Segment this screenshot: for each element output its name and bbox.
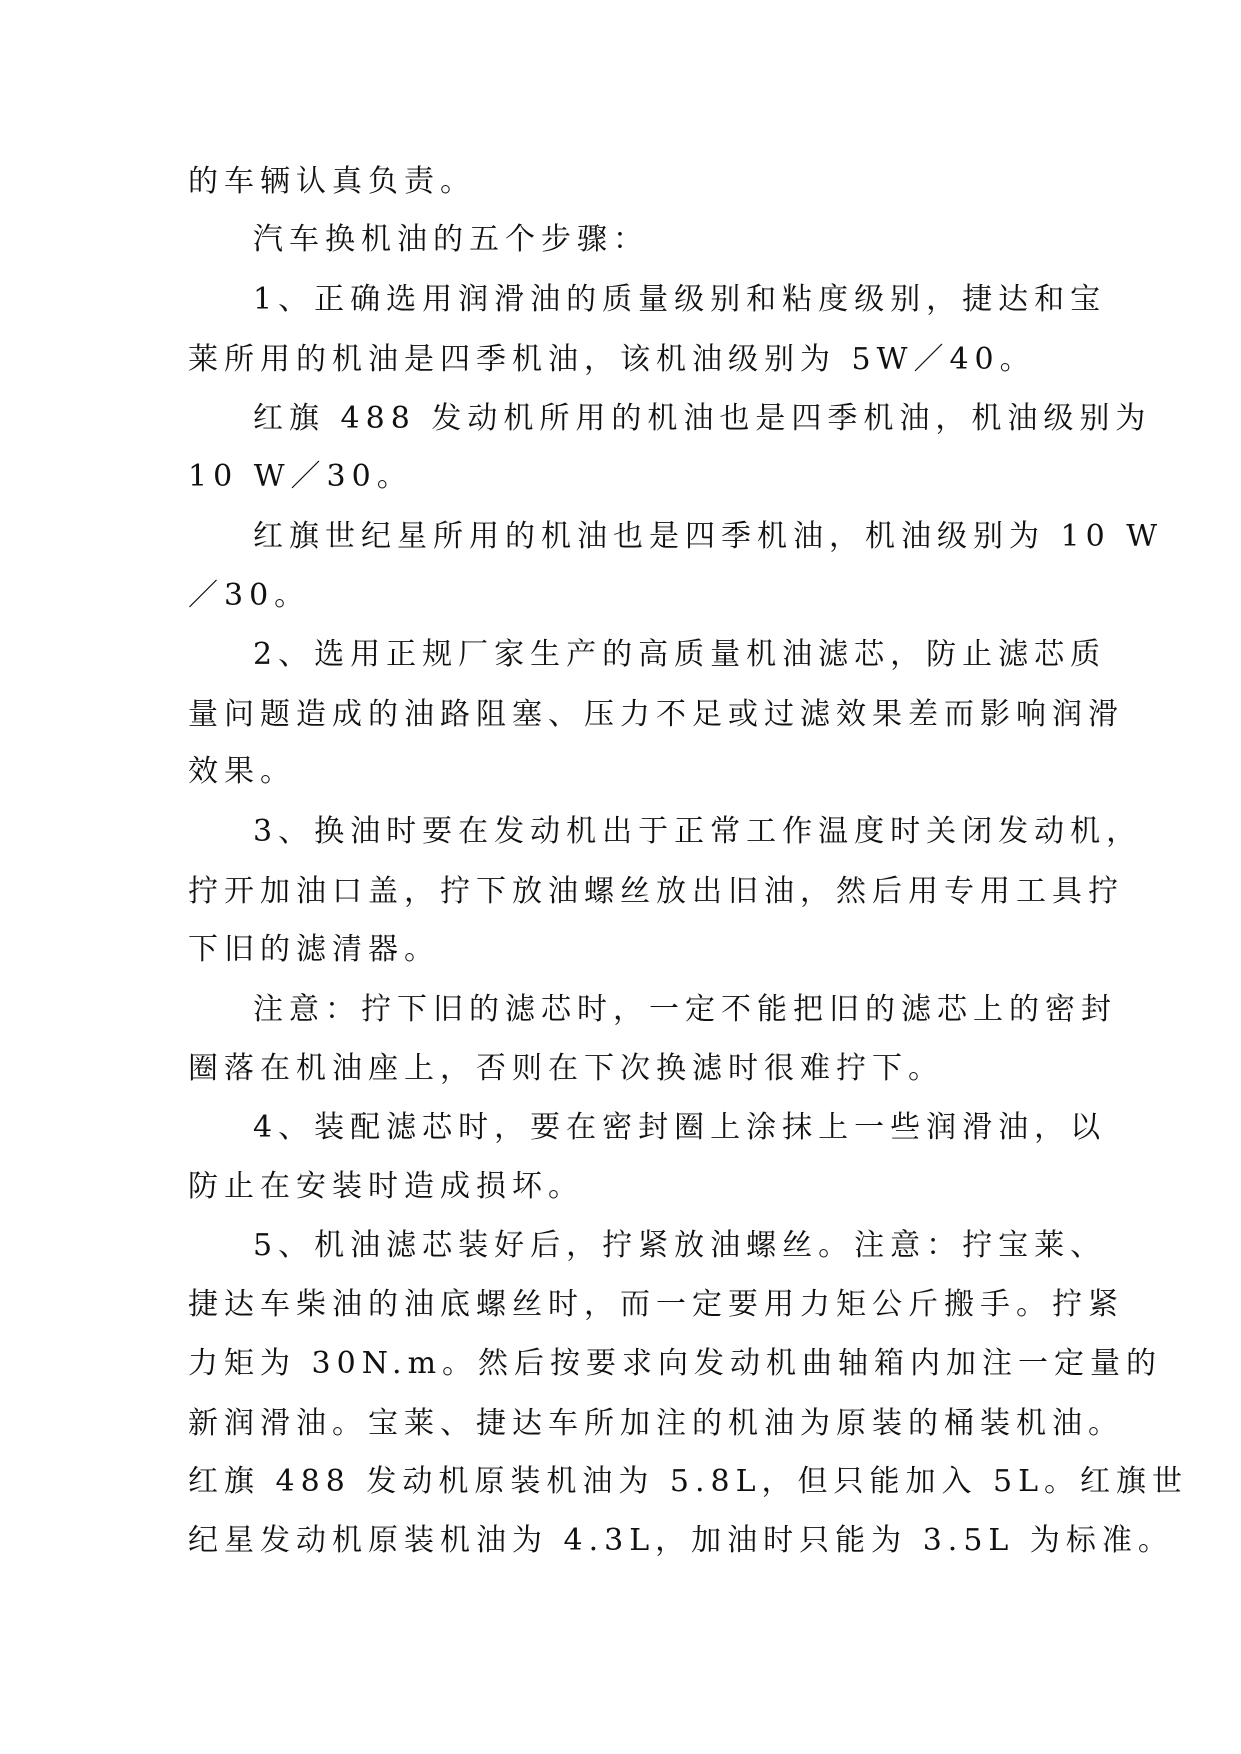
text-line: 拧开加油口盖，拧下放油螺丝放出旧油，然后用专用工具拧 xyxy=(188,874,1124,909)
text-line: 5、机油滤芯装好后，拧紧放油螺丝。注意：拧宝莱、 xyxy=(253,1228,1107,1263)
text-line: 3、换油时要在发动机出于正常工作温度时关闭发动机， xyxy=(253,814,1143,849)
text-line: 圈落在机油座上，否则在下次换滤时很难拧下。 xyxy=(188,1051,944,1086)
text-line: 1、正确选用润滑油的质量级别和粘度级别，捷达和宝 xyxy=(253,282,1107,317)
text-line: 红旗 488 发动机原装机油为 5.8L，但只能加入 5L。红旗世 xyxy=(188,1464,1189,1499)
text-line: 汽车换机油的五个步骤： xyxy=(253,222,649,257)
text-line: 效果。 xyxy=(188,754,296,789)
text-line: 捷达车柴油的油底螺丝时，而一定要用力矩公斤搬手。拧紧 xyxy=(188,1287,1124,1322)
text-line: 下旧的滤清器。 xyxy=(188,932,440,967)
text-line: 纪星发动机原装机油为 4.3L，加油时只能为 3.5L 为标准。 xyxy=(188,1523,1174,1558)
text-line: 4、装配滤芯时，要在密封圈上涂抹上一些润滑油，以 xyxy=(253,1110,1107,1145)
text-line: 红旗 488 发动机所用的机油也是四季机油，机油级别为 xyxy=(253,401,1152,436)
text-line: 力矩为 30N.m。然后按要求向发动机曲轴箱内加注一定量的 xyxy=(188,1346,1163,1381)
text-line: 注意：拧下旧的滤芯时，一定不能把旧的滤芯上的密封 xyxy=(253,992,1117,1027)
text-line: 新润滑油。宝莱、捷达车所加注的机油为原装的桶装机油。 xyxy=(188,1406,1124,1441)
text-line: 量问题造成的油路阻塞、压力不足或过滤效果差而影响润滑 xyxy=(188,697,1124,732)
text-line: 莱所用的机油是四季机油，该机油级别为 5W／40。 xyxy=(188,342,1036,377)
text-line: 10 W／30。 xyxy=(188,459,413,494)
text-line: 红旗世纪星所用的机油也是四季机油，机油级别为 10 W xyxy=(253,519,1164,554)
text-line: 的车辆认真负责。 xyxy=(188,164,476,199)
text-line: 防止在安装时造成损坏。 xyxy=(188,1169,584,1204)
text-line: 2、选用正规厂家生产的高质量机油滤芯，防止滤芯质 xyxy=(253,637,1107,672)
text-line: ／30。 xyxy=(188,578,311,613)
